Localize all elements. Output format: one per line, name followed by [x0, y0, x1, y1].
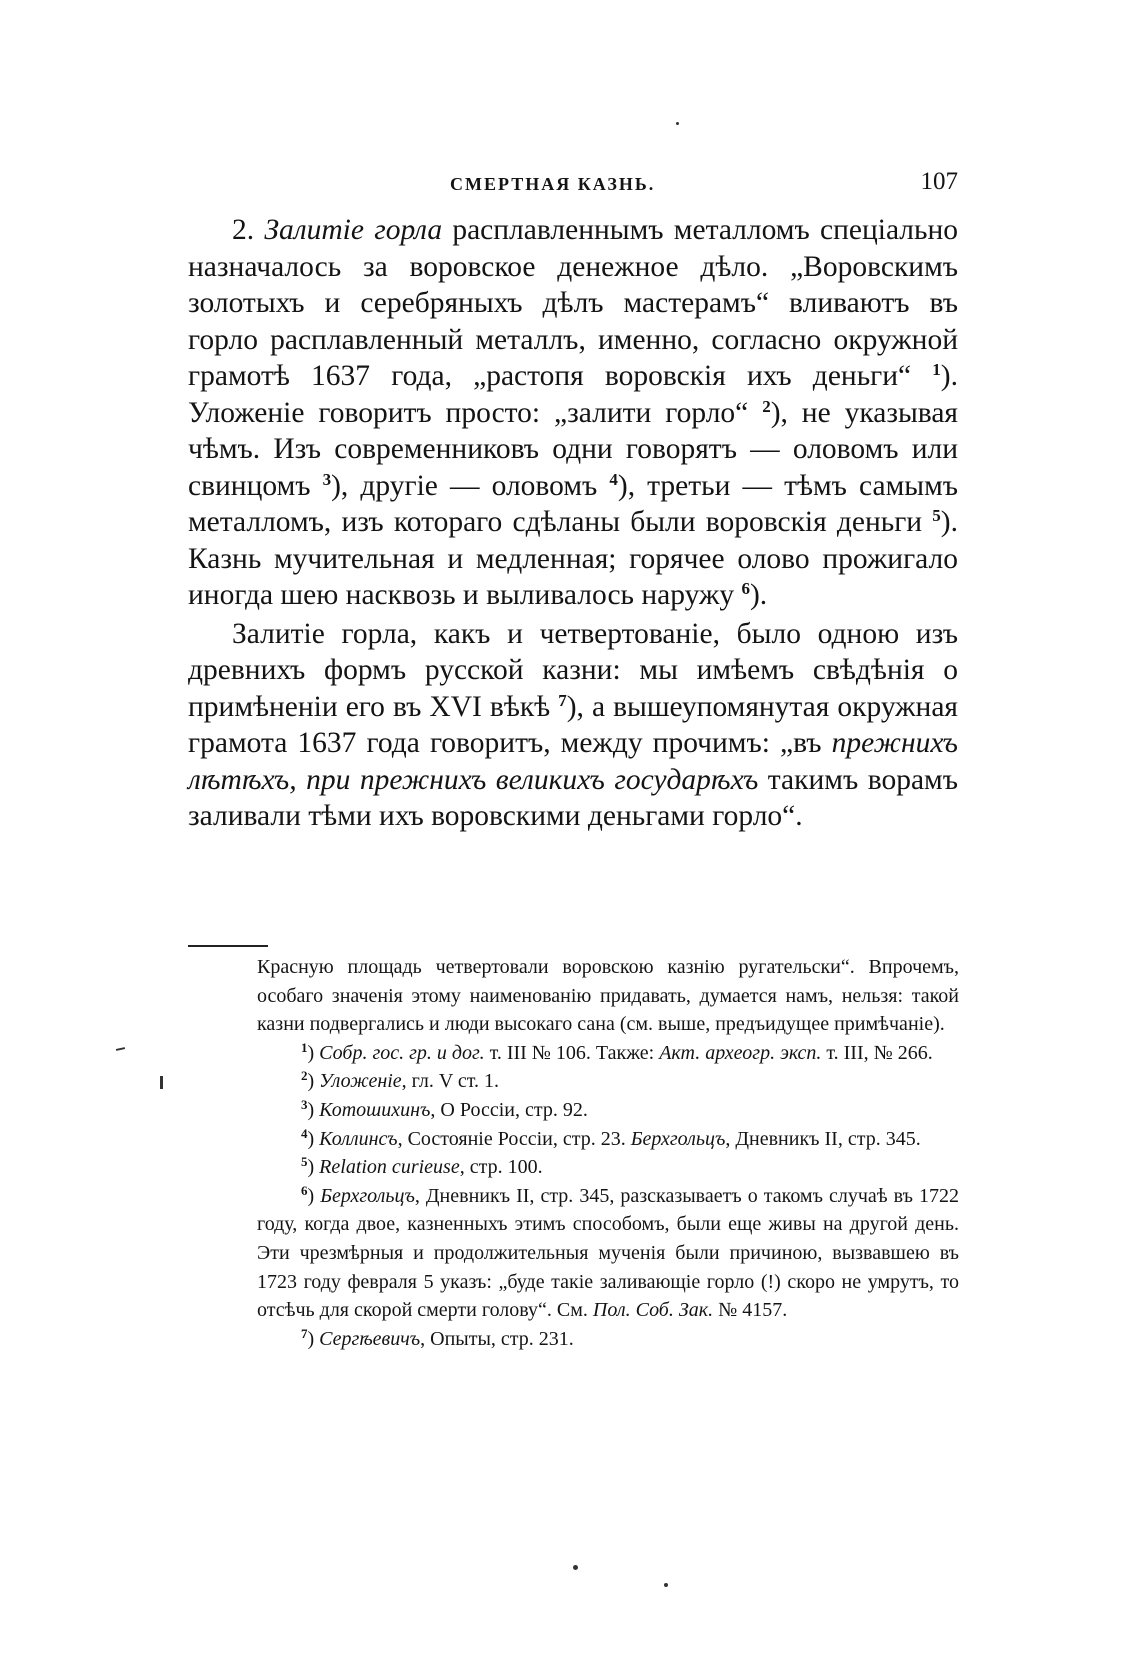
- footnote-6: $^6$) Берхгольцъ, Дневникъ II, стр. 345, разсказываетъ о такомъ случаѣ въ 1722 году, когда двое, казненныхъ этимъ способомъ, были еще живы на другой день. Эти чрезмѣрныя и продолжительныя мученія были причиною, вызвавшею въ 1723 году февраля 5 указъ: „буде такіе заливающіе горло (!) скоро не умрутъ, то отсѣчь для скорой смерти голову“. См. Пол. Соб. Зак. № 4157.: [257, 1182, 959, 1322]
- running-head: [188, 168, 958, 208]
- footnote-2: $^2$) Уложеніе, гл. V ст. 1.: [301, 1068, 500, 1093]
- footnote-carryover: Красную площадь четвертовали воровскою казнію ругательски“. Впрочемъ, особаго значенія этому наименованію придавать, думается намъ, нельзя: такой казни подвергались и люди высокаго сана (см. выше, предъидущее примѣчаніе).: [257, 956, 959, 1036]
- footnote-7: $^7$) Сергѣевичъ, Опыты, стр. 231.: [301, 1325, 574, 1350]
- quote-italic: прежнихъ лѣтѣхъ, при прежнихъ великихъ государѣхъ: [188, 727, 958, 796]
- paragraph-2: Залитіе горла, какъ и четвертованіе, было одною изъ древнихъ формъ русской казни: мы имѣемъ свѣдѣнія о примѣненіи его въ XVI вѣкѣ $^7$), а вышеупомянутая окружная грамота 1637 года говоритъ, между прочимъ: „въ прежнихъ лѣтѣхъ, при прежнихъ великихъ государѣхъ такимъ ворамъ заливали тѣми ихъ воровскими деньгами горло“.: [188, 617, 959, 832]
- footnote-ref-4[interactable]: 4: [609, 469, 618, 489]
- footnote-ref-2[interactable]: 2: [762, 396, 771, 416]
- scan-mark-left-bar: [160, 1076, 163, 1089]
- running-title: СМЕРТНАЯ КАЗНЬ.: [450, 174, 656, 194]
- footnote-3: $^3$) Котошихинъ, О Россіи, стр. 92.: [301, 1096, 588, 1121]
- page-number: 107: [920, 168, 958, 195]
- paragraph-1: 2. Залитіе горла расплавленнымъ металломъ спеціально назначалось за воровское денежное дѣло. „Воровскимъ золотыхъ и серебряныхъ дѣлъ мастерамъ“ вливаютъ въ горло расплавленный металлъ, именно, согласно окружной грамотѣ 1637 года, „растопя воровскія ихъ деньги“ $^1$). Уложеніе говоритъ просто: „залити горло“ $^2$), не указывая чѣмъ. Изъ современниковъ одни говорятъ — оловомъ или свинцомъ $^3$), другіе — оловомъ $^4$), третьи — тѣмъ самымъ металломъ, изъ котораго сдѣланы были воровскія деньги $^5$). Казнь мучительная и медленная; горячее олово прожигало иногда шею насквозь и выливалось наружу $^6$).: [188, 214, 959, 611]
- footnote-5: $^5$) Relation curieuse, стр. 100.: [301, 1154, 543, 1179]
- footnote-ref-6[interactable]: 6: [741, 579, 750, 598]
- footnote-ref-1[interactable]: 1: [932, 360, 941, 379]
- scan-speck-bottom-2: [664, 1583, 668, 1587]
- scan-mark-left-dash: [116, 1047, 125, 1051]
- footnote-ref-3[interactable]: 3: [322, 469, 332, 489]
- footnote-1: $^1$) Собр. гос. гр. и дог. т. III № 106. Также: Акт. археогр. эксп. т. III, № 266.: [301, 1039, 933, 1064]
- footnote-ref-5[interactable]: 5: [932, 506, 941, 525]
- scan-speck-top: [676, 122, 679, 125]
- footnote-4: $^4$) Коллинсъ, Состояніе Россіи, стр. 23. Берхгольцъ, Дневникъ II, стр. 345.: [301, 1125, 921, 1150]
- footnote-ref-7[interactable]: 7: [558, 690, 567, 710]
- footnotes: [257, 953, 959, 1353]
- footnote-divider: [188, 945, 268, 947]
- scan-speck-bottom-1: [573, 1565, 578, 1570]
- main-text: [188, 212, 958, 835]
- section-term: Залитіе горла: [264, 214, 443, 246]
